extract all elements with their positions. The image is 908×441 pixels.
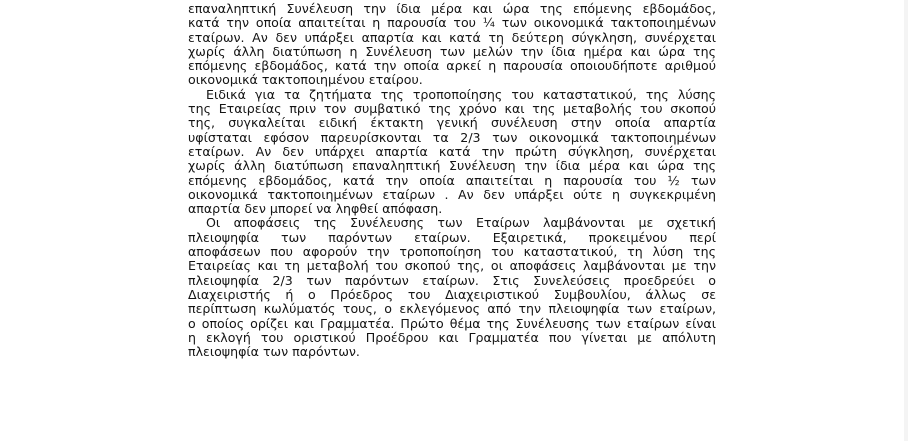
text-line: υφίσταται εφόσον παρευρίσκονται τα 2/3 των οικονομικά τακτοποιημένων — [188, 129, 716, 145]
text-line: αποφάσεων που αφορούν την τροποποίηση του καταστατικού, τη λύση της — [188, 244, 716, 260]
text-line: ο οποίος ορίζει και Γραμματέα. Πρώτο θέμα της Συνέλευσης των εταίρων είναι — [188, 315, 716, 331]
text-line: πλειοψηφία των παρόντων εταίρων. Εξαιρετικά, προκειμένου περί — [188, 229, 716, 245]
text-line: χωρίς άλλη διατύπωση η Συνέλευση των μελών την ίδια ημέρα και ώρα της — [188, 43, 716, 59]
text-line: πλειοψηφία 2/3 των παρόντων εταίρων. Στις Συνελεύσεις προεδρεύει ο — [188, 272, 716, 288]
text-line: οικονομικά τακτοποιημένων εταίρων . Αν δεν υπάρξει ούτε η συγκεκριμένη — [188, 186, 716, 202]
text-line: Ειδικά για τα ζητήματα της τροποποίησης του καταστατικού, της λύσης — [206, 86, 716, 102]
scan-edge — [904, 0, 908, 441]
text-line: επαναληπτική Συνέλευση την ίδια μέρα και ώρα της επόμενης εβδομάδος, — [188, 1, 716, 16]
text-line: Διαχειριστής ή ο Πρόεδρος του Διαχειριστικού Συμβουλίου, άλλως σε — [188, 286, 716, 302]
text-line: εταίρων. Αν δεν υπάρχει απαρτία κατά την πρώτη σύγκληση, συνέρχεται — [188, 143, 716, 159]
text-line: Οι αποφάσεις της Συνέλευσης των Εταίρων λαμβάνονται με σχετική — [206, 215, 716, 231]
text-line: οικονομικά τακτοποιημένου εταίρου. — [188, 72, 423, 88]
text-line: χωρίς άλλη διατύπωση επαναληπτική Συνέλευση την ίδια μέρα και ώρα της — [188, 158, 716, 174]
paragraph-decisions — [188, 216, 716, 359]
text-line: της, συγκαλείται ειδική έκτακτη γενική συνέλευση στην οποία απαρτία — [188, 115, 716, 131]
text-line: Εταιρείας και τη μεταβολή του σκοπού της, οι αποφάσεις λαμβάνονται με την — [188, 258, 716, 274]
text-line: της Εταιρείας πριν τον συμβατικό της χρόνο και της μεταβολής του σκοπού — [188, 101, 716, 117]
text-line: κατά την οποία απαιτείται η παρουσία του ¼ των οικονομικά τακτοποιημένων — [188, 15, 716, 31]
text-line: απαρτία δεν μπορεί να ληφθεί απόφαση. — [188, 201, 443, 217]
document-body — [188, 2, 716, 359]
text-line: η εκλογή του οριστικού Προέδρου και Γραμματέα που γίνεται με απόλυτη — [188, 329, 716, 345]
paragraph-special-assembly — [188, 88, 716, 217]
text-line: επόμενης εβδομάδος, κατά την οποία απαιτείται η παρουσία του ½ των — [188, 172, 716, 188]
paragraph-quorum-repeat — [188, 2, 716, 88]
text-line: περίπτωση κωλύματός τους, ο εκλεγόμενος από την πλειοψηφία των εταίρων, — [188, 301, 716, 317]
text-line: επόμενης εβδομάδος, κατά την οποία αρκεί η παρουσία οποιουδήποτε αριθμού — [188, 58, 716, 74]
text-line: εταίρων. Αν δεν υπάρξει απαρτία και κατά τη δεύτερη σύγκληση, συνέρχεται — [188, 29, 716, 45]
text-line: πλειοψηφία των παρόντων. — [188, 344, 360, 360]
